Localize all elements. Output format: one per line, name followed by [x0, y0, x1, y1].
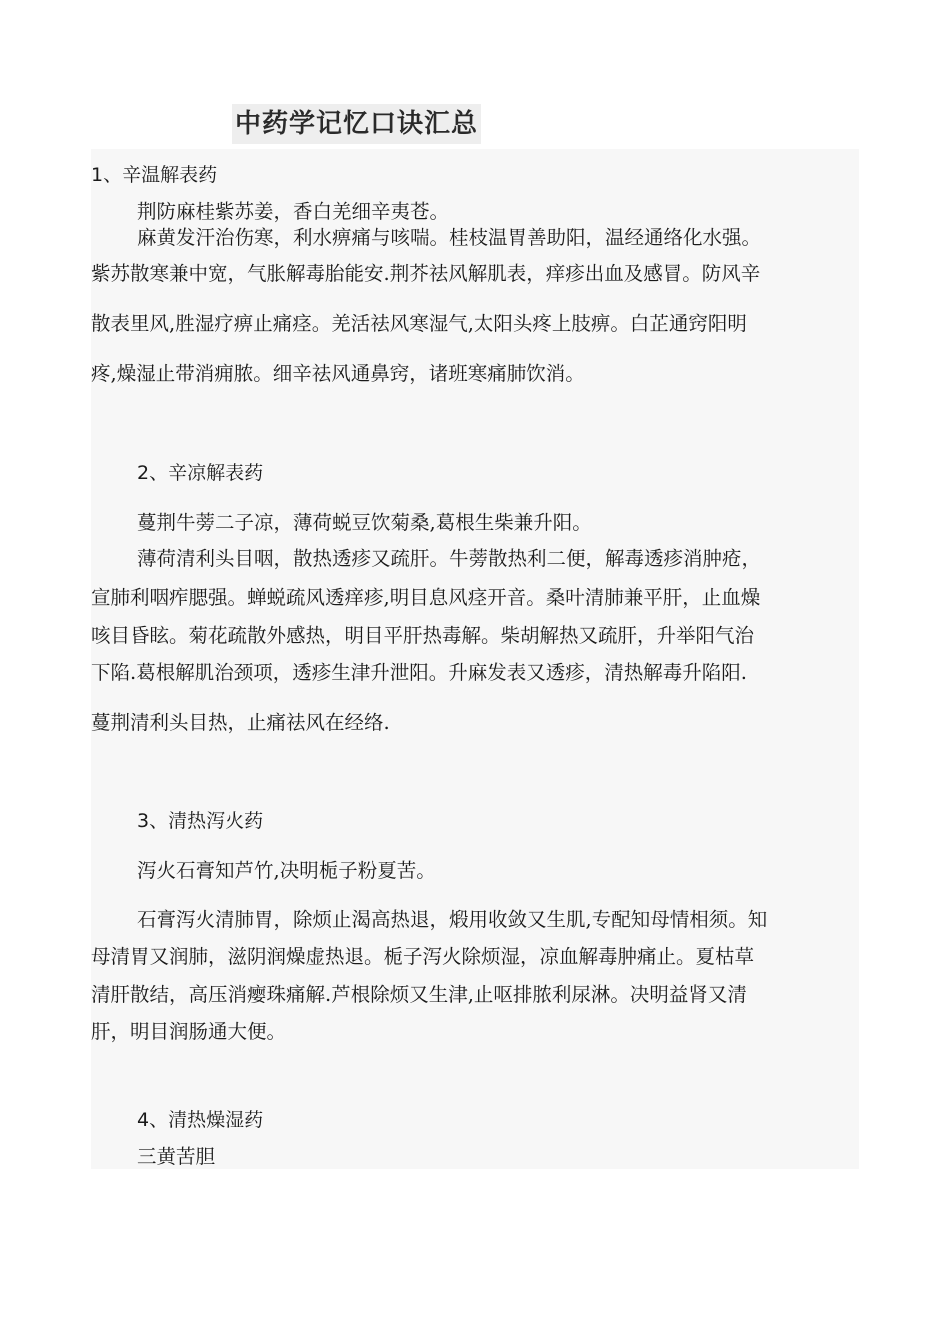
paragraph-line: 薄荷清利头目咽，散热透疹又疏肝。牛蒡散热利二便，解毒透疹消肿疮，	[137, 547, 762, 570]
paragraph-line: 清肝散结，高压消瘿珠痛解.芦根除烦又生津,止呕排脓利尿淋。决明益肾又清	[91, 983, 747, 1006]
page-title: 中药学记忆口诀汇总	[235, 109, 479, 139]
section-heading: 3、清热泻火药	[137, 810, 264, 832]
paragraph-line: 母清胃又润肺，滋阴润燥虚热退。栀子泻火除烦湿，凉血解毒肿痛止。夏枯草	[91, 945, 755, 968]
document-body	[91, 149, 859, 1169]
section-mnemonic: 荆防麻桂紫苏姜，香白羌细辛夷苍。	[137, 200, 450, 223]
section-mnemonic: 三黄苦胆	[137, 1145, 216, 1168]
paragraph-line: 咳目昏眩。菊花疏散外感热，明目平肝热毒解。柴胡解热又疏肝，升举阳气治	[91, 624, 755, 647]
paragraph-line: 宣肺利咽痄腮强。蝉蜕疏风透痒疹,明目息风痉开音。桑叶清肺兼平肝，止血燥	[91, 586, 761, 609]
section-mnemonic: 蔓荆牛蒡二子凉，薄荷蜕豆饮菊桑,葛根生柴兼升阳。	[137, 511, 592, 534]
paragraph-line: 紫苏散寒兼中宽，气胀解毒胎能安.荆芥祛风解肌表，痒疹出血及感冒。防风辛	[91, 262, 761, 285]
paragraph-line: 肝，明目润肠通大便。	[91, 1020, 287, 1043]
section-heading: 2、辛凉解表药	[137, 462, 264, 484]
section-heading: 4、清热燥湿药	[137, 1109, 264, 1131]
section-mnemonic: 泻火石膏知芦竹,决明栀子粉夏苦。	[137, 859, 436, 882]
title-highlight	[232, 104, 481, 144]
paragraph-line: 散表里风,胜湿疗痹止痛痉。羌活祛风寒湿气,太阳头疼上肢痹。白芷通窍阳明	[91, 312, 747, 335]
paragraph-line: 疼,燥湿止带消痈脓。细辛祛风通鼻窍，诸班寒痛肺饮消。	[91, 362, 585, 385]
paragraph-line: 麻黄发汗治伤寒，利水痹痛与咳喘。桂枝温胃善助阳，温经通络化水强。	[137, 226, 762, 249]
paragraph-line: 蔓荆清利头目热，止痛祛风在经络.	[91, 711, 390, 734]
section-heading: 1、辛温解表药	[91, 164, 218, 186]
paragraph-line: 石膏泻火清肺胃，除烦止渴高热退，煅用收敛又生肌,专配知母情相须。知	[137, 908, 768, 931]
paragraph-line: 下陷.葛根解肌治颈项，透疹生津升泄阳。升麻发表又透疹，清热解毒升陷阳.	[91, 661, 747, 684]
